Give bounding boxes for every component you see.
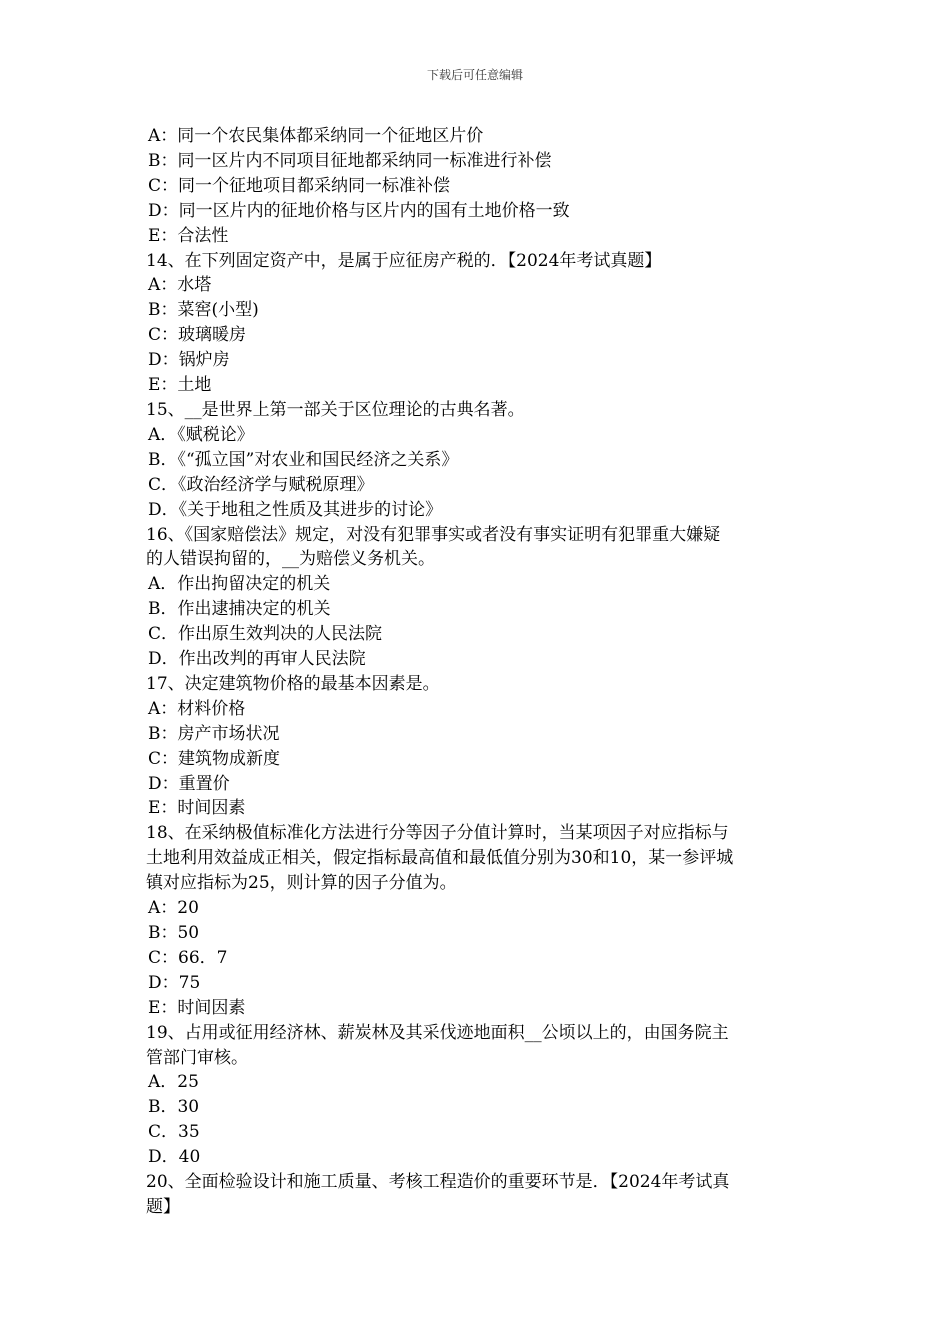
question-20-stem-line-2: 题】: [146, 1196, 180, 1217]
question-16: [146, 523, 810, 672]
question-18-stem-line-2: 土地利用效益成正相关，假定指标最高值和最低值分别为30和10，某一参评城: [146, 848, 734, 869]
option-17-b: B：房产市场状况: [148, 723, 280, 744]
option-18-a: A：20: [148, 898, 199, 919]
option-13-b: B：同一区片内不同项目征地都采纳同一标准进行补偿: [148, 150, 552, 171]
option-13-d: D：同一区片内的征地价格与区片内的国有土地价格一致: [148, 200, 570, 221]
option-13-c: C：同一个征地项目都采纳同一标准补偿: [148, 175, 451, 196]
question-15-stem: 15、__是世界上第一部关于区位理论的古典名著。: [146, 399, 525, 420]
option-19-d: D．40: [148, 1147, 201, 1168]
question-17-stem: 17、决定建筑物价格的最基本因素是。: [146, 673, 440, 694]
option-14-b: B：菜窖(小型): [148, 300, 259, 321]
option-18-e: E：时间因素: [148, 997, 246, 1018]
question-18-stem-line-3: 镇对应指标为25，则计算的因子分值为。: [146, 873, 457, 894]
option-14-e: E：土地: [148, 375, 212, 396]
question-13-options: [146, 124, 810, 249]
option-14-d: D：锅炉房: [148, 350, 230, 371]
question-20-stem-line-1: 20、全面检验设计和施工质量、考核工程造价的重要环节是．【2024年考试真: [146, 1172, 730, 1193]
question-19-stem-line-2: 管部门审核。: [146, 1047, 248, 1068]
page-header-note: 下载后可任意编辑: [426, 68, 523, 82]
option-16-c: C．作出原生效判决的人民法院: [148, 624, 383, 645]
option-17-c: C：建筑物成新度: [148, 748, 281, 769]
option-18-d: D：75: [148, 972, 201, 993]
option-17-e: E：时间因素: [148, 798, 246, 819]
question-14: [146, 249, 810, 398]
option-14-a: A：水塔: [148, 275, 212, 296]
question-16-stem-line-2: 的人错误拘留的，__为赔偿义务机关。: [146, 549, 435, 570]
question-19: [146, 1021, 810, 1170]
option-19-c: C．35: [148, 1122, 200, 1143]
option-15-a: A．《赋税论》: [148, 424, 254, 445]
option-17-a: A：材料价格: [148, 698, 246, 719]
option-15-d: D．《关于地租之性质及其进步的讨论》: [148, 499, 443, 520]
question-17: [146, 672, 810, 821]
question-14-stem: 14、在下列固定资产中，是属于应征房产税的．【2024年考试真题】: [146, 250, 662, 271]
option-16-a: A．作出拘留决定的机关: [148, 574, 331, 595]
document-body: [146, 124, 810, 1220]
option-13-e: E：合法性: [148, 225, 229, 246]
question-20: [146, 1170, 810, 1220]
option-13-a: A：同一个农民集体都采纳同一个征地区片价: [148, 126, 484, 146]
question-18-stem-line-1: 18、在采纳极值标准化方法进行分等因子分值计算时，当某项因子对应指标与: [146, 823, 729, 844]
question-19-stem-line-1: 19、占用或征用经济林、薪炭林及其采伐迹地面积__公顷以上的，由国务院主: [146, 1022, 729, 1043]
option-18-c: C：66．7: [148, 947, 228, 968]
question-15: [146, 398, 810, 523]
option-16-d: D．作出改判的再审人民法院: [148, 649, 366, 670]
question-18: [146, 821, 810, 1020]
option-18-b: B：50: [148, 923, 200, 943]
option-15-c: C．《政治经济学与赋税原理》: [148, 474, 374, 495]
option-14-c: C：玻璃暖房: [148, 325, 247, 346]
option-19-a: A．25: [148, 1072, 199, 1093]
option-16-b: B．作出逮捕决定的机关: [148, 599, 331, 620]
option-15-b: B．《“孤立国”对农业和国民经济之关系》: [148, 449, 459, 470]
question-16-stem-line-1: 16、《国家赔偿法》规定，对没有犯罪事实或者没有事实证明有犯罪重大嫌疑: [146, 524, 721, 545]
option-19-b: B．30: [148, 1097, 200, 1118]
option-17-d: D：重置价: [148, 773, 230, 794]
